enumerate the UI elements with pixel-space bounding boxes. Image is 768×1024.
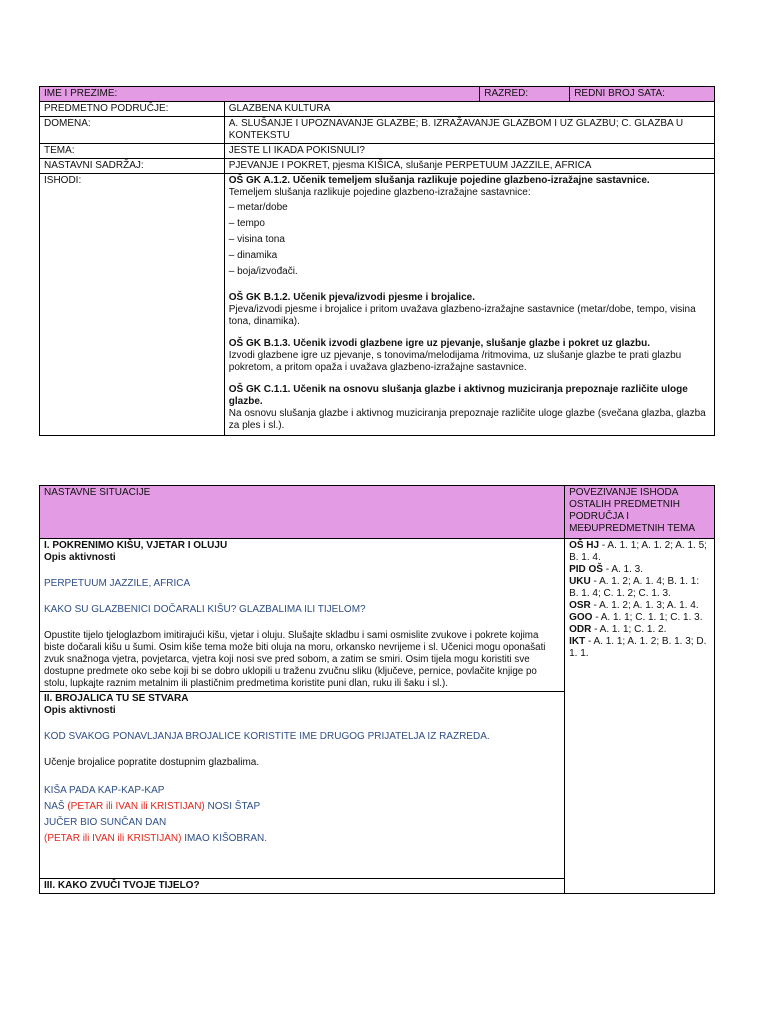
header-row: [40, 87, 715, 102]
predmet-value: GLAZBENA KULTURA: [224, 102, 714, 117]
rhyme-line: NAŠ (PETAR ili IVAN ili KRISTIJAN) NOSI ŠTAP: [44, 801, 261, 812]
situations-table: [39, 485, 715, 894]
activity-text: Učenje brojalice popratite dostupnim glazbalima.: [44, 757, 260, 768]
situation-title: II. BROJALICA TU SE STVARA: [44, 693, 189, 704]
situation-1: [40, 539, 565, 692]
outcome-title: OŠ GK B.1.3. Učenik izvodi glazbene igre uz pjevanje, slušanje glazbe i pokret uz glazbu.: [228, 338, 650, 349]
situations-header-row: [40, 486, 715, 539]
korelacija-text: - A. 1. 1; A. 1. 2; B. 1. 3; D. 1. 1.: [569, 636, 707, 659]
domena-row: [40, 117, 715, 144]
korelacija-code: UKU: [569, 576, 591, 587]
outcome-title: OŠ GK C.1.1. Učenik na osnovu slušanja glazbe i aktivnog muziciranja prepoznaje različite uloge glazbe.: [228, 384, 688, 407]
plan-table: [39, 86, 715, 436]
situation-2: [40, 692, 565, 879]
outcome-item: – visina tona: [228, 234, 285, 245]
korelacija-text: - A. 1. 1; C. 1. 1; C. 1. 3.: [592, 612, 703, 623]
outcome-title: OŠ GK A.1.2. Učenik temeljem slušanja razlikuje pojedine glazbeno-izražajne sastavnice.: [228, 175, 650, 186]
outcome-item: – boja/izvođači.: [228, 266, 298, 277]
rhyme-line: JUČER BIO SUNČAN DAN: [44, 817, 167, 828]
sadrzaj-label: NASTAVNI SADRŽAJ:: [40, 159, 225, 174]
korelacija-code: GOO: [569, 612, 593, 623]
korelacija-text: - A. 1. 1; A. 1. 2; A. 1. 5;: [599, 540, 707, 551]
ishodi-content: [224, 174, 714, 436]
opis-label: Opis aktivnosti: [44, 552, 116, 563]
domena-label: DOMENA:: [40, 117, 225, 144]
domena-value: A. SLUŠANJE I UPOZNAVANJE GLAZBE; B. IZRAŽAVANJE GLAZBOM I UZ GLAZBU; C. GLAZBA U KONTEKSTU: [224, 117, 714, 144]
outcome-text: Temeljem slušanja razlikuje pojedine glazbeno-izražajne sastavnice:: [228, 187, 531, 198]
song-title: PERPETUUM JAZZILE, AFRICA: [44, 578, 191, 589]
question-text: KAKO SU GLAZBENICI DOČARALI KIŠU? GLAZBALIMA ILI TIJELOM?: [44, 604, 366, 615]
korelacije-cell: [565, 539, 715, 894]
ishodi-row: [40, 174, 715, 436]
rhyme-line: KIŠA PADA KAP-KAP-KAP: [44, 785, 165, 796]
rhyme-line: (PETAR ili IVAN ili KRISTIJAN) IMAO KIŠOBRAN.: [44, 833, 267, 844]
korelacija-text: - A. 1. 2; A. 1. 3; A. 1. 4.: [590, 600, 699, 611]
korelacija-text: - A. 1. 1; C. 1. 2.: [591, 624, 667, 635]
razred-cell: RAZRED:: [480, 87, 570, 102]
korelacija-text: - A. 1. 2; A. 1. 4; B. 1. 1: B. 1. 4; C. 1. 2; C. 1. 3.: [569, 576, 700, 599]
tema-value: JESTE LI IKADA POKISNULI?: [224, 144, 714, 159]
korelacija-code: PID OŠ: [569, 564, 603, 575]
ishodi-label: ISHODI:: [40, 174, 225, 436]
korelacija-code: OSR: [569, 600, 591, 611]
korelacija-text: B. 1. 4.: [569, 552, 601, 563]
activity-text: Opustite tijelo tjeloglazbom imitirajući kišu, vjetar i oluju. Slušajte skladbu i sami osmislite zvukove i pokrete kojima biste dočarali kišu u šumi. Osim kiše tema može biti oluja na moru, orkansko nevrijeme i sl. Učenici mogu oponašati zvuk snažnoga vjetra, povjetarca, vjetra koji nosi sve pred sobom, a zatim se smiri. Osim tijela mogu koristiti sve dostupne predmete oko sebe koji bi se dobro uklopili u traženu zvučnu sliku (ključeve, pernice, povlačite knjige po stolu, lupkajte raznim metalnim ili plastičnim predmetima koristite puni dlan, ruku ili šaku i sl.).: [44, 630, 546, 689]
outcome-text: Pjeva/izvodi pjesme i brojalice i pritom uvažava glazbeno-izražajne sastavnice (metar/dobe, tempo, visina tona, dinamika).: [228, 304, 696, 327]
outcome-text: Na osnovu slušanja glazbe i aktivnog muziciranja prepoznaje različite uloge glazbe (svečana glazba, glazba za ples i sl.).: [228, 408, 706, 431]
instruction-text: KOD SVAKOG PONAVLJANJA BROJALICE KORISTITE IME DRUGOG PRIJATELJA IZ RAZREDA.: [44, 731, 490, 742]
outcome-item: – dinamika: [228, 250, 278, 261]
outcome-title: OŠ GK B.1.2. Učenik pjeva/izvodi pjesme i brojalice.: [228, 292, 475, 303]
name-options: (PETAR ili IVAN ili KRISTIJAN): [44, 833, 182, 844]
tema-label: TEMA:: [40, 144, 225, 159]
korelacija-code: IKT: [569, 636, 586, 647]
situation-title: I. POKRENIMO KIŠU, VJETAR I OLUJU: [44, 540, 228, 551]
tema-row: [40, 144, 715, 159]
povezivanje-header: POVEZIVANJE ISHODA OSTALIH PREDMETNIH PODRUČJA I MEĐUPREDMETNIH TEMA: [565, 486, 715, 539]
ime-cell: IME I PREZIME:: [40, 87, 480, 102]
korelacija-text: - A. 1. 3.: [602, 564, 644, 575]
sadrzaj-value: PJEVANJE I POKRET, pjesma KIŠICA, slušanje PERPETUUM JAZZILE, AFRICA: [224, 159, 714, 174]
situations-header: NASTAVNE SITUACIJE: [40, 486, 565, 539]
opis-label: Opis aktivnosti: [44, 705, 116, 716]
outcome-text: Izvodi glazbene igre uz pjevanje, s tonovima/melodijama /ritmovima, uz slušanje glazbe te prati glazbu pokretom, a pritom opaža i uvažava glazbeno-izražajne sastavnice.: [228, 350, 682, 373]
predmet-label: PREDMETNO PODRUČJE:: [40, 102, 225, 117]
korelacija-code: OŠ HJ: [569, 540, 600, 551]
outcome-item: – tempo: [228, 218, 265, 229]
name-options: (PETAR ili IVAN ili KRISTIJAN): [67, 801, 205, 812]
sadrzaj-row: [40, 159, 715, 174]
situation-3-title: III. KAKO ZVUČI TVOJE TIJELO?: [40, 879, 565, 894]
situation-row-1: [40, 539, 715, 692]
predmet-row: [40, 102, 715, 117]
outcome-item: – metar/dobe: [228, 202, 288, 213]
redni-cell: REDNI BROJ SATA:: [570, 87, 715, 102]
korelacija-code: ODR: [569, 624, 592, 635]
